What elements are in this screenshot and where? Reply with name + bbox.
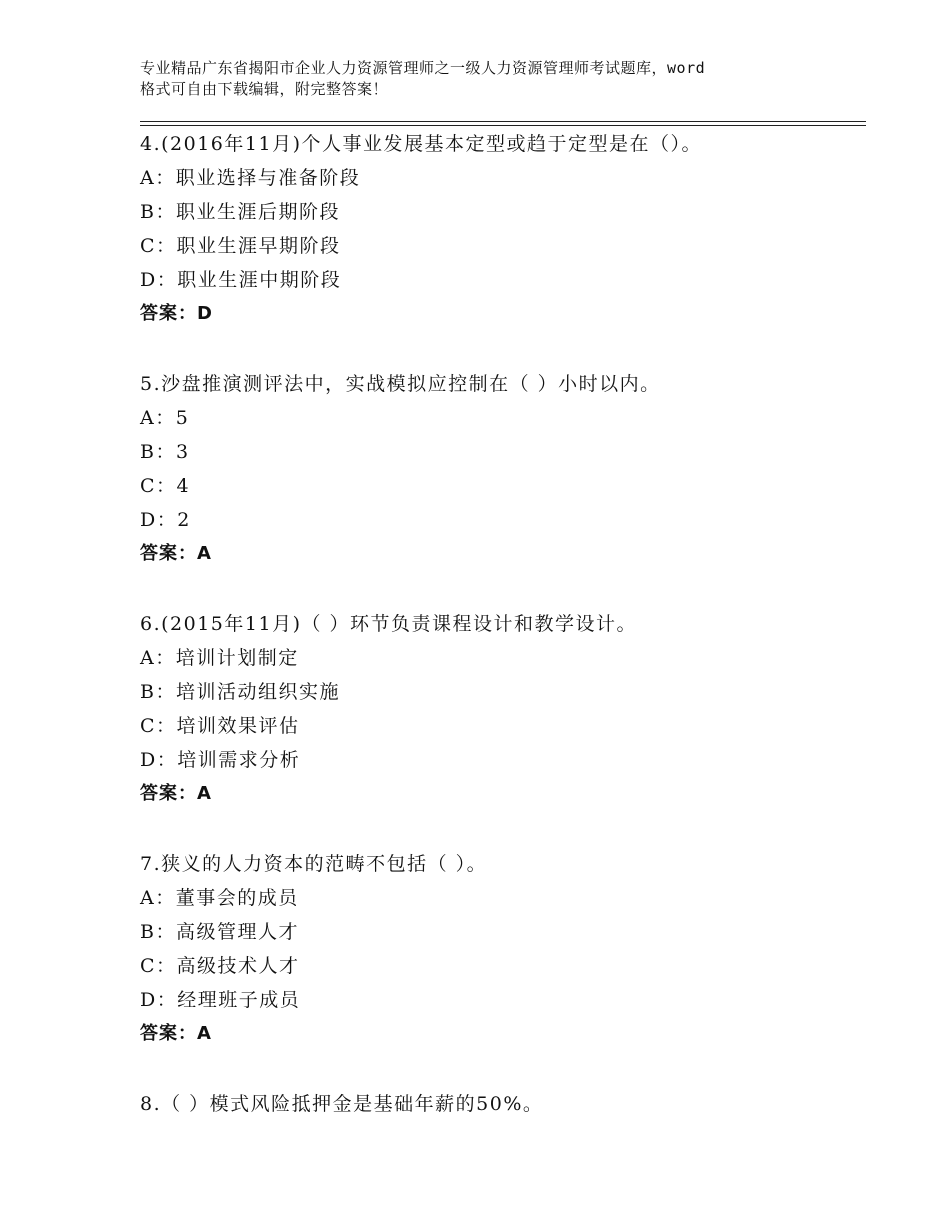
option-a: A：培训计划制定 [140, 647, 299, 669]
option-c: C：高级技术人才 [140, 955, 300, 977]
question-block [140, 367, 860, 571]
question-spacer [140, 1051, 860, 1087]
question-stem: 8.（ ）模式风险抵押金是基础年薪的50%。 [140, 1093, 544, 1115]
question-stem: 6.(2015年11月)（ ）环节负责课程设计和教学设计。 [140, 613, 638, 635]
question-block [140, 847, 860, 1051]
option-c: C：培训效果评估 [140, 715, 300, 737]
option-b: B：高级管理人才 [140, 921, 299, 943]
question-spacer [140, 571, 860, 607]
header-divider-bottom [140, 125, 866, 126]
question-block [140, 607, 860, 811]
option-a: A：职业选择与准备阶段 [140, 167, 361, 189]
option-b: B：职业生涯后期阶段 [140, 201, 340, 223]
question-spacer [140, 811, 860, 847]
header-line-1: 专业精品广东省揭阳市企业人力资源管理师之一级人力资源管理师考试题库，word [140, 59, 706, 77]
document-header [140, 58, 840, 100]
header-line-2: 格式可自由下载编辑，附完整答案！ [140, 80, 389, 98]
option-a: A：董事会的成员 [140, 887, 299, 909]
answer-label: 答案：A [140, 783, 212, 804]
option-a: A：5 [140, 407, 190, 429]
option-c: C：4 [140, 475, 191, 497]
option-d: D：经理班子成员 [140, 989, 301, 1011]
option-b: B：培训活动组织实施 [140, 681, 340, 703]
question-spacer [140, 331, 860, 367]
answer-label: 答案：D [140, 303, 213, 324]
option-d: D：2 [140, 509, 191, 531]
question-list [140, 127, 860, 1121]
option-c: C：职业生涯早期阶段 [140, 235, 341, 257]
answer-label: 答案：A [140, 543, 212, 564]
question-stem: 5.沙盘推演测评法中，实战模拟应控制在（ ）小时以内。 [140, 373, 661, 395]
question-block [140, 127, 860, 331]
question-stem: 4.(2016年11月)个人事业发展基本定型或趋于定型是在（）。 [140, 133, 702, 155]
answer-label: 答案：A [140, 1023, 212, 1044]
option-d: D：职业生涯中期阶段 [140, 269, 342, 291]
header-divider-top [140, 121, 866, 122]
option-d: D：培训需求分析 [140, 749, 301, 771]
question-stem: 7.狭义的人力资本的范畴不包括（ ）。 [140, 853, 488, 875]
option-b: B：3 [140, 441, 190, 463]
question-block [140, 1087, 860, 1121]
